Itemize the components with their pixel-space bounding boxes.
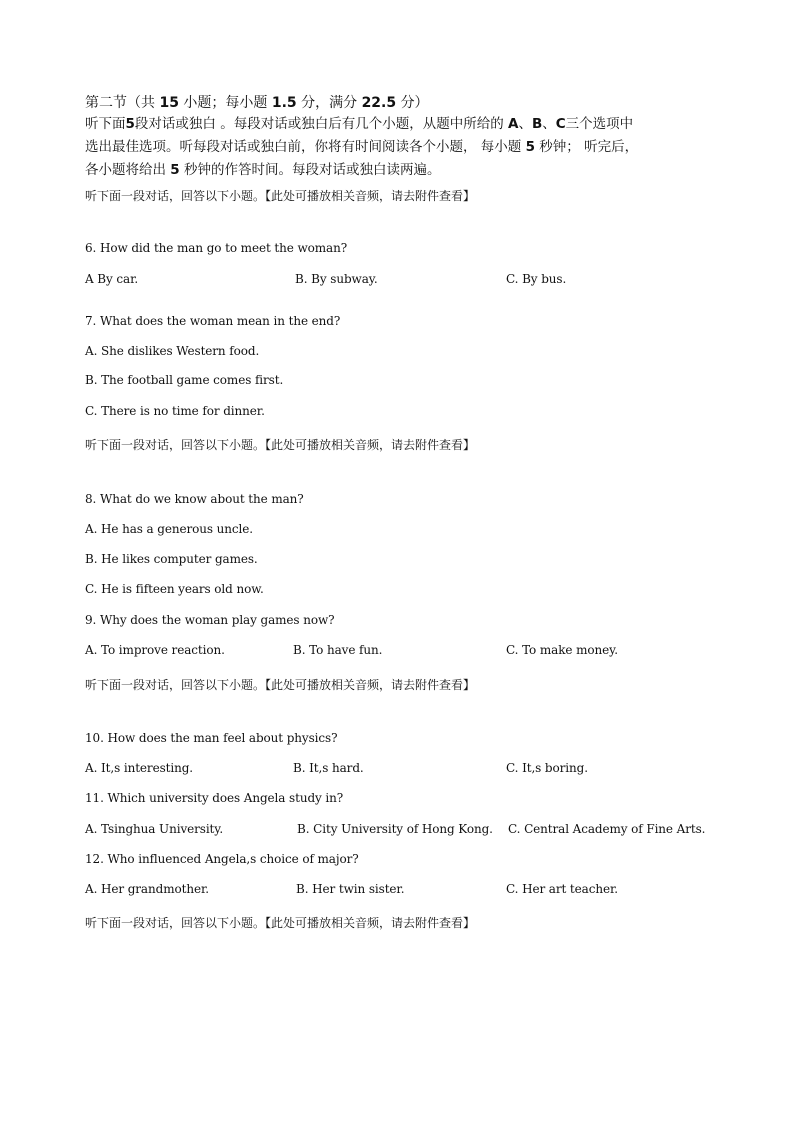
- audio-instruction: 听下面一段对话，回答以下小题。【此处可播放相关音频，请去附件查看】: [85, 438, 476, 452]
- audio-instruction: 听下面一段对话，回答以下小题。【此处可播放相关音频，请去附件查看】: [85, 678, 476, 692]
- option-10-a[interactable]: A. It,s interesting.: [85, 761, 194, 775]
- heading-part: 第二节（共: [85, 95, 155, 111]
- intro-text: 选出最佳选项。听每段对话或独白前，你将有时间阅读各个小题， 每小题: [85, 139, 522, 155]
- intro-letter: B: [531, 116, 543, 132]
- option-11-b[interactable]: B. City University of Hong Kong.: [297, 822, 493, 836]
- heading-total: 22.5: [361, 95, 397, 111]
- question-10: 10. How does the man feel about physics?: [85, 731, 338, 745]
- option-7-b[interactable]: B. The football game comes first.: [85, 373, 284, 387]
- intro-letter: C: [555, 116, 566, 132]
- intro-line-3: [85, 164, 441, 178]
- question-9: 9. Why does the woman play games now?: [85, 613, 335, 627]
- question-12: 12. Who influenced Angela,s choice of major?: [85, 852, 359, 866]
- option-10-c[interactable]: C. It,s boring.: [506, 761, 588, 775]
- option-12-b[interactable]: B. Her twin sister.: [296, 882, 405, 896]
- heading-per: 1.5: [271, 95, 297, 111]
- option-11-a[interactable]: A. Tsinghua University.: [85, 822, 224, 836]
- option-6-b[interactable]: B. By subway.: [295, 272, 378, 286]
- intro-num: 5: [170, 162, 180, 178]
- option-9-a[interactable]: A. To improve reaction.: [85, 643, 225, 657]
- option-6-a[interactable]: A By car.: [85, 272, 139, 286]
- question-7: 7. What does the woman mean in the end?: [85, 314, 341, 328]
- heading-count: 15: [159, 95, 179, 111]
- intro-text: 段对话或独白 。每段对话或独白后有几个小题，从题中所给的: [134, 116, 504, 132]
- intro-text: 秒钟的作答时间。每段对话或独白读两遍。: [184, 162, 441, 178]
- section-heading: [85, 92, 429, 112]
- heading-part: 小题；每小题: [183, 95, 268, 111]
- intro-text: 、: [518, 116, 532, 132]
- intro-line-1: [85, 118, 633, 132]
- option-6-c[interactable]: C. By bus.: [506, 272, 567, 286]
- option-9-c[interactable]: C. To make money.: [506, 643, 618, 657]
- option-7-a[interactable]: A. She dislikes Western food.: [85, 344, 260, 358]
- intro-text: 听下面: [85, 116, 126, 132]
- intro-num: 5: [525, 139, 535, 155]
- option-8-c[interactable]: C. He is fifteen years old now.: [85, 582, 264, 596]
- intro-num: 5: [125, 116, 135, 132]
- option-9-b[interactable]: B. To have fun.: [293, 643, 383, 657]
- option-8-a[interactable]: A. He has a generous uncle.: [85, 522, 254, 536]
- question-6: 6. How did the man go to meet the woman?: [85, 241, 348, 255]
- heading-part: 分，满分: [301, 95, 358, 111]
- option-7-c[interactable]: C. There is no time for dinner.: [85, 404, 265, 418]
- intro-text: 三个选项中: [565, 116, 634, 132]
- option-12-c[interactable]: C. Her art teacher.: [506, 882, 618, 896]
- intro-text: 秒钟； 听完后，: [539, 139, 639, 155]
- option-11-c[interactable]: C. Central Academy of Fine Arts.: [508, 822, 706, 836]
- option-8-b[interactable]: B. He likes computer games.: [85, 552, 258, 566]
- option-12-a[interactable]: A. Her grandmother.: [85, 882, 209, 896]
- audio-instruction: 听下面一段对话，回答以下小题。【此处可播放相关音频，请去附件查看】: [85, 189, 476, 203]
- audio-instruction: 听下面一段对话，回答以下小题。【此处可播放相关音频，请去附件查看】: [85, 916, 476, 930]
- intro-text: 、: [542, 116, 556, 132]
- intro-letter: A: [508, 116, 519, 132]
- intro-line-2: [85, 141, 638, 155]
- option-10-b[interactable]: B. It,s hard.: [293, 761, 364, 775]
- question-11: 11. Which university does Angela study in?: [85, 791, 344, 805]
- intro-text: 各小题将给出: [85, 162, 166, 178]
- question-8: 8. What do we know about the man?: [85, 492, 304, 506]
- heading-part: 分）: [400, 95, 429, 111]
